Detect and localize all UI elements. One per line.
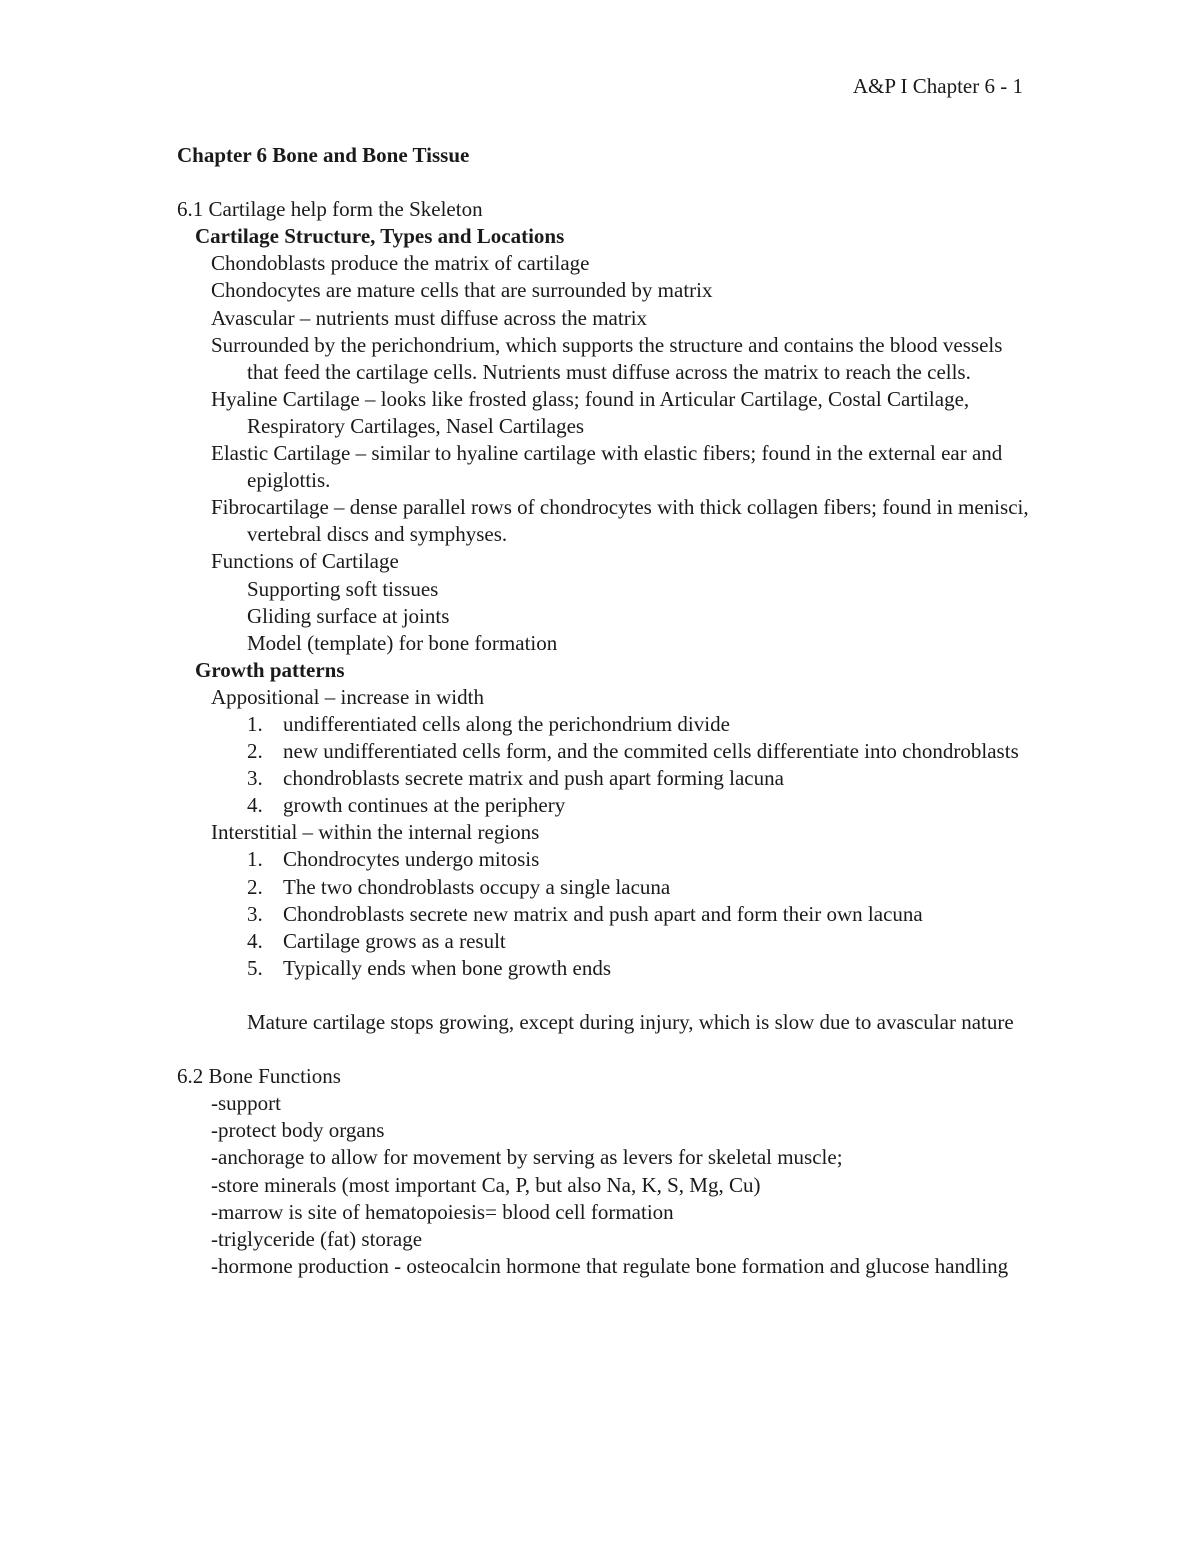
function-item: -marrow is site of hematopoiesis= blood cell formation bbox=[211, 1199, 674, 1224]
function-item: -triglyceride (fat) storage bbox=[211, 1226, 423, 1251]
list-text: The two chondroblasts occupy a single lacuna bbox=[283, 874, 671, 899]
function-item: Gliding surface at joints bbox=[247, 603, 450, 628]
list-item bbox=[177, 955, 1037, 982]
list-number: 1. bbox=[247, 711, 263, 736]
note-line: Avascular – nutrients must diffuse across the matrix bbox=[211, 305, 648, 330]
note-line: Fibrocartilage – dense parallel rows of chondrocytes with thick collagen fibers; found in menisci, vertebral discs and symphyses. bbox=[211, 495, 1029, 547]
list-item bbox=[177, 928, 1037, 955]
spacer bbox=[177, 1036, 1037, 1063]
spacer bbox=[177, 982, 1037, 1009]
list-text: chondroblasts secrete matrix and push apart forming lacuna bbox=[283, 766, 784, 791]
function-item: -hormone production - osteocalcin hormone that regulate bone formation and glucose handling bbox=[211, 1253, 1009, 1278]
list-number: 2. bbox=[247, 874, 263, 899]
note-line: Mature cartilage stops growing, except during injury, which is slow due to avascular nature bbox=[247, 1010, 1014, 1034]
subheading-cartilage-structure: Cartilage Structure, Types and Locations bbox=[195, 224, 565, 249]
list-text: undifferentiated cells along the perichondrium divide bbox=[283, 711, 730, 736]
chapter-title: Chapter 6 Bone and Bone Tissue bbox=[177, 143, 470, 167]
list-item bbox=[177, 765, 1037, 792]
note-line: Functions of Cartilage bbox=[211, 549, 399, 574]
note-line: Chondocytes are mature cells that are surrounded by matrix bbox=[211, 278, 713, 303]
list-text: Chondroblasts secrete new matrix and push apart and form their own lacuna bbox=[283, 901, 923, 926]
function-item: -protect body organs bbox=[211, 1118, 385, 1143]
function-item: -support bbox=[211, 1091, 281, 1116]
subheading-growth-patterns: Growth patterns bbox=[195, 657, 345, 682]
list-number: 3. bbox=[247, 901, 263, 926]
function-item: -store minerals (most important Ca, P, but also Na, K, S, Mg, Cu) bbox=[211, 1172, 761, 1197]
list-item bbox=[177, 901, 1037, 928]
note-line: Elastic Cartilage – similar to hyaline cartilage with elastic fibers; found in the external ear and epiglottis. bbox=[211, 441, 1003, 493]
list-item bbox=[177, 874, 1037, 901]
list-item bbox=[177, 792, 1037, 819]
list-number: 1. bbox=[247, 847, 263, 872]
section-heading-6-2: 6.2 Bone Functions bbox=[177, 1064, 341, 1089]
function-item: Supporting soft tissues bbox=[247, 576, 439, 601]
document-body bbox=[177, 142, 1037, 1280]
function-item: -anchorage to allow for movement by serving as levers for skeletal muscle; bbox=[211, 1145, 843, 1170]
list-text: Cartilage grows as a result bbox=[283, 928, 506, 953]
note-line: Surrounded by the perichondrium, which supports the structure and contains the blood vessels that feed the cartilage cells. Nutrients must diffuse across the matrix to reach the cells. bbox=[211, 332, 1003, 384]
section-heading-6-1: 6.1 Cartilage help form the Skeleton bbox=[177, 197, 483, 222]
list-text: Chondrocytes undergo mitosis bbox=[283, 847, 540, 872]
note-line: Hyaline Cartilage – looks like frosted glass; found in Articular Cartilage, Costal Cartilage, Respiratory Cartilages, Nasel Cartilages bbox=[211, 386, 970, 438]
list-item bbox=[177, 846, 1037, 873]
function-item: Model (template) for bone formation bbox=[247, 630, 558, 655]
list-number: 2. bbox=[247, 739, 263, 764]
list-number: 4. bbox=[247, 928, 263, 953]
list-item bbox=[177, 738, 1037, 765]
list-number: 5. bbox=[247, 955, 263, 980]
note-line: Interstitial – within the internal regions bbox=[211, 820, 540, 845]
list-text: growth continues at the periphery bbox=[283, 793, 566, 818]
spacer bbox=[177, 169, 1037, 196]
note-line: Appositional – increase in width bbox=[211, 684, 484, 709]
list-number: 3. bbox=[247, 766, 263, 791]
running-head: A&P I Chapter 6 - 1 bbox=[852, 74, 1023, 98]
list-text: new undifferentiated cells form, and the commited cells differentiate into chondroblasts bbox=[283, 739, 1019, 764]
list-text: Typically ends when bone growth ends bbox=[283, 955, 612, 980]
note-line: Chondoblasts produce the matrix of cartilage bbox=[211, 251, 590, 276]
list-item bbox=[177, 711, 1037, 738]
list-number: 4. bbox=[247, 793, 263, 818]
